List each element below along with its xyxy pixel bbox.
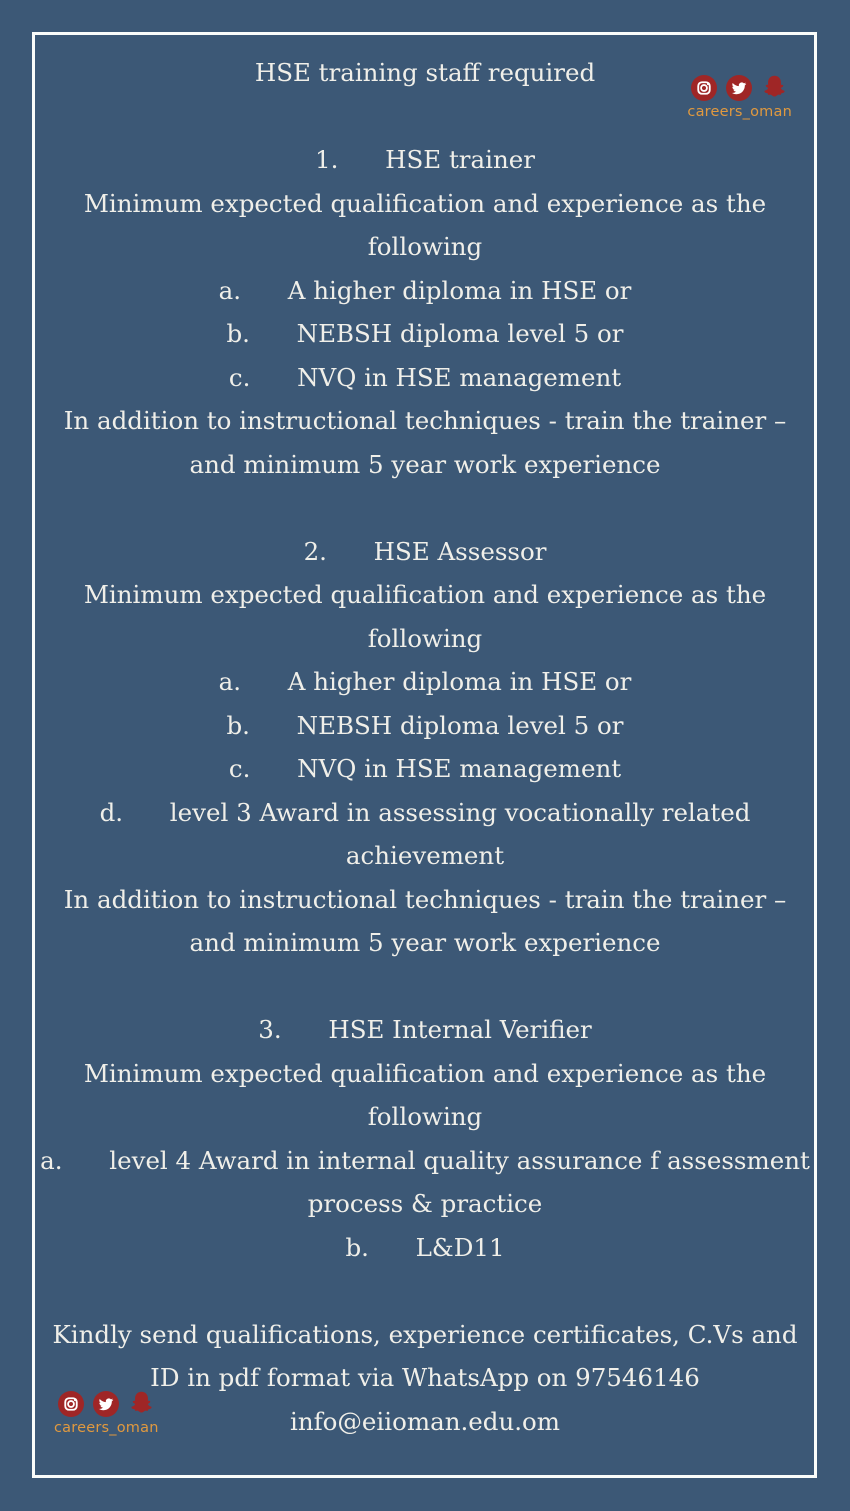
section-3-item-a-cont: process & practice: [307, 1189, 543, 1218]
twitter-icon: [726, 75, 752, 101]
section-2-heading: 2. HSE Assessor: [303, 536, 547, 566]
section-2-item-d: d. level 3 Award in assessing vocationally related: [99, 797, 751, 827]
section-2-intro-cont: following: [367, 623, 483, 653]
instagram-icon: [58, 1391, 84, 1417]
spacer-line: [36, 965, 814, 1009]
section-3-item-a: a. level 4 Award in internal quality assurance f assessment: [40, 1145, 810, 1175]
section-1-item-a: a. A higher diploma in HSE or: [218, 275, 632, 305]
section-3-intro-cont: following: [367, 1102, 483, 1131]
snapchat-icon: [128, 1390, 155, 1417]
spacer-line: [36, 486, 814, 530]
section-2-item-c: c. NVQ in HSE management: [228, 754, 622, 783]
snapchat-icon: [761, 74, 788, 101]
section-2-note: In addition to instructional techniques - train the trainer –: [63, 884, 787, 914]
social-icons-row: [691, 74, 788, 101]
footer-email: info@eiioman.edu.om: [290, 1406, 560, 1436]
footer-whatsapp-line: ID in pdf format via WhatsApp on 97546146: [150, 1363, 700, 1392]
section-1-heading: 1. HSE trainer: [315, 145, 535, 174]
section-3-intro: Minimum expected qualification and experience as the: [83, 1058, 767, 1088]
page-title: HSE training staff required: [254, 58, 596, 87]
poster-content: [36, 51, 814, 1443]
section-3-item-b: b. L&D11: [345, 1232, 505, 1262]
social-handle: careers_oman: [54, 1420, 159, 1436]
instagram-icon: [691, 75, 717, 101]
section-1-intro-cont: following: [367, 232, 483, 261]
section-1-note-cont: and minimum 5 year work experience: [189, 449, 661, 479]
social-icons-row: [58, 1390, 155, 1417]
footer-instructions: Kindly send qualifications, experience certificates, C.Vs and: [52, 1319, 798, 1349]
spacer-line: [36, 1269, 814, 1313]
twitter-icon: [93, 1391, 119, 1417]
social-handle: careers_oman: [687, 104, 792, 120]
section-2-note-cont: and minimum 5 year work experience: [189, 928, 661, 957]
social-block-bottom: [54, 1390, 159, 1436]
section-2-item-b: b. NEBSH diploma level 5 or: [226, 710, 624, 740]
section-1-item-c: c. NVQ in HSE management: [228, 362, 622, 392]
section-1-note: In addition to instructional techniques - train the trainer –: [63, 406, 787, 435]
section-1-item-b: b. NEBSH diploma level 5 or: [226, 319, 624, 348]
section-2-intro: Minimum expected qualification and experience as the: [83, 580, 767, 609]
section-2-item-d-cont: achievement: [345, 841, 505, 870]
social-block-top: [687, 74, 792, 120]
section-2-item-a: a. A higher diploma in HSE or: [218, 667, 632, 696]
section-3-heading: 3. HSE Internal Verifier: [258, 1015, 592, 1044]
section-1-intro: Minimum expected qualification and experience as the: [83, 188, 767, 218]
